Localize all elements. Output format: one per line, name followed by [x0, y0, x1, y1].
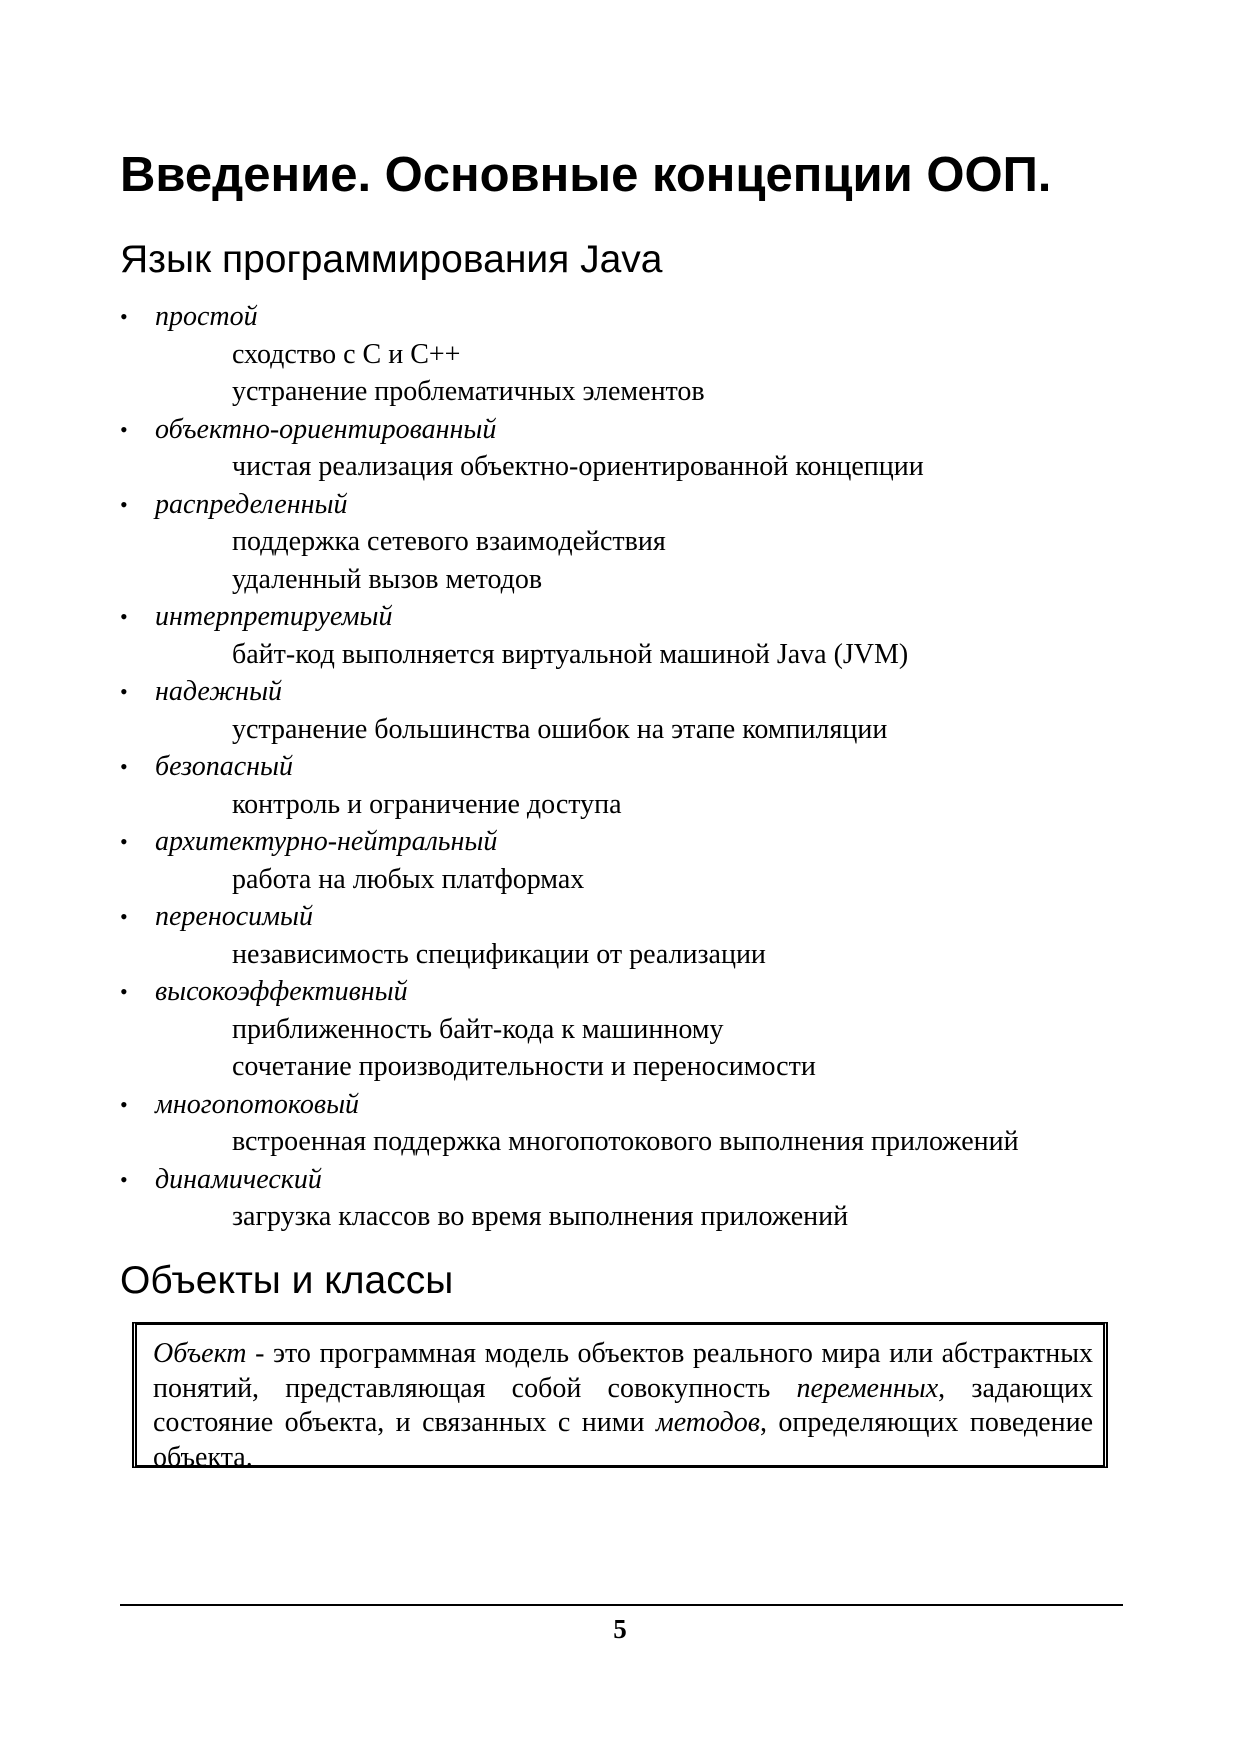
bullet-icon: •	[120, 1091, 128, 1117]
feature-item	[120, 411, 1140, 486]
feature-item	[120, 598, 1140, 673]
feature-item	[120, 1086, 1140, 1161]
feature-list	[120, 298, 1140, 1236]
definition-part: - это программная модель объектов реального мира или абстрактных понятий, представляющая собой совокупность	[153, 1338, 1093, 1404]
feature-title: объектно-ориентированный	[155, 413, 497, 445]
feature-title: переносимый	[155, 901, 314, 932]
feature-detail: приближенность байт-кода к машинному	[232, 1013, 724, 1045]
feature-detail: удаленный вызов методов	[232, 563, 543, 595]
feature-item	[120, 486, 1140, 599]
feature-detail: сочетание производительности и переносимости	[232, 1051, 816, 1082]
definition-term-variables: переменных	[796, 1372, 939, 1404]
feature-item	[120, 823, 1140, 898]
feature-title: простой	[155, 301, 258, 332]
feature-detail: работа на любых платформах	[232, 863, 585, 895]
bullet-icon: •	[120, 604, 128, 629]
bullet-icon: •	[120, 979, 128, 1004]
bullet-icon: •	[120, 304, 128, 329]
page-title: Введение. Основные концепции ООП.	[120, 148, 1052, 202]
definition-part: , задающих состояние объекта, и связанных с ними	[153, 1372, 1094, 1438]
feature-detail: загрузка классов во время выполнения приложений	[232, 1201, 849, 1232]
page-number: 5	[613, 1614, 627, 1644]
feature-item	[120, 973, 1140, 1086]
feature-detail: контроль и ограничение доступа	[232, 788, 622, 820]
feature-title: надежный	[155, 676, 283, 707]
definition-box	[132, 1322, 1108, 1473]
bullet-icon: •	[120, 416, 128, 442]
bullet-icon: •	[120, 829, 128, 854]
feature-detail: поддержка сетевого взаимодействия	[232, 526, 666, 557]
bullet-icon: •	[120, 491, 128, 517]
feature-item	[120, 673, 1140, 748]
feature-detail: устранение проблематичных элементов	[232, 376, 705, 407]
feature-title: интерпретируемый	[155, 601, 393, 632]
bullet-icon: •	[120, 679, 128, 704]
feature-title: высокоэффективный	[155, 976, 408, 1007]
feature-title: многопотоковый	[155, 1088, 360, 1120]
feature-detail: устранение большинства ошибок на этапе компиляции	[232, 713, 888, 745]
feature-detail: сходство с C и C++	[232, 338, 461, 370]
bullet-icon: •	[120, 904, 128, 929]
definition-term-methods: методов	[655, 1407, 760, 1438]
feature-title: безопасный	[155, 751, 293, 782]
bullet-icon: •	[120, 1166, 128, 1192]
feature-detail: чистая реализация объектно-ориентированной концепции	[232, 451, 924, 482]
feature-title: распределенный	[155, 488, 348, 520]
feature-detail: независимость спецификации от реализации	[232, 938, 766, 970]
section-heading-java: Язык программирования Java	[120, 238, 663, 281]
feature-item	[120, 1161, 1140, 1236]
feature-detail: встроенная поддержка многопотокового выполнения приложений	[232, 1126, 1019, 1157]
definition-term: Объект	[153, 1338, 247, 1369]
feature-detail: байт-код выполняется виртуальной машиной Java (JVM)	[232, 638, 909, 670]
feature-item	[120, 898, 1140, 973]
feature-title: динамический	[155, 1163, 322, 1195]
section-heading-objects: Объекты и классы	[120, 1259, 454, 1302]
footer-divider	[120, 1604, 1123, 1606]
feature-title: архитектурно-нейтральный	[155, 826, 498, 857]
feature-item	[120, 298, 1140, 411]
feature-item	[120, 748, 1140, 823]
definition-text	[153, 1337, 1093, 1475]
bullet-icon: •	[120, 754, 128, 779]
definition-part: , определяющих поведение объекта.	[153, 1407, 1093, 1473]
